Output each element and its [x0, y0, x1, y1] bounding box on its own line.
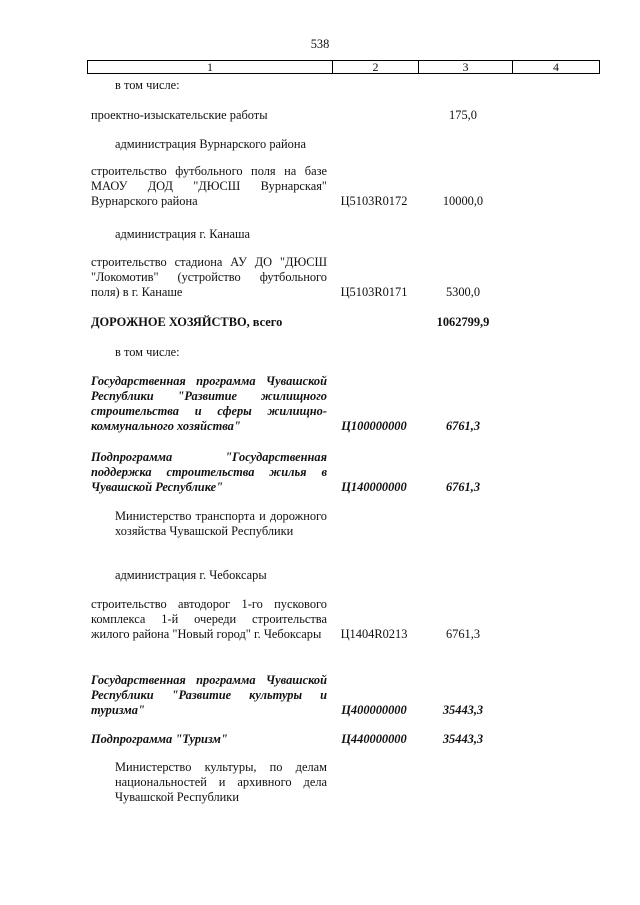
row-name: ДОРОЖНОЕ ХОЗЯЙСТВО, всего: [91, 315, 283, 329]
row-name: Подпрограмма "Государственная поддержка строительства жилья в Чувашской Республике": [91, 450, 327, 494]
row-name: Министерство культуры, по делам национальностей и архивного дела Чувашской Республики: [115, 760, 327, 804]
row-name: в том числе:: [115, 78, 180, 92]
row-name: Государственная программа Чувашской Республики "Развитие жилищного строительства и сферы жилищно-коммунального хозяйства": [91, 374, 327, 433]
row-amount: 10000,0: [442, 194, 484, 208]
column-header-3: 3: [419, 61, 513, 74]
table-row: [91, 255, 509, 300]
table-row: [91, 568, 509, 583]
column-header-2: 2: [333, 61, 419, 74]
table-row: [91, 597, 509, 642]
row-code: Ц400000000: [341, 703, 407, 717]
row-amount: 35443,3: [442, 732, 484, 746]
table-row: [91, 760, 509, 805]
row-code: Ц140000000: [341, 480, 407, 494]
row-name: строительство автодорог 1-го пускового комплекса 1-й очереди строительства жилого района "Новый город" г. Чебоксары: [91, 597, 327, 641]
row-amount: 6761,3: [445, 419, 481, 433]
row-name: администрация г. Канаша: [115, 227, 251, 241]
row-amount: 6761,3: [445, 627, 481, 641]
row-code: Ц1404R0213: [340, 627, 408, 641]
table-row: [91, 137, 509, 152]
row-name: строительство футбольного поля на базе МАОУ ДОД "ДЮСШ Вурнарская" Вурнарского района: [91, 164, 327, 208]
table-row: [91, 509, 509, 539]
row-name: в том числе:: [115, 345, 180, 359]
row-code: Ц5103R0172: [340, 194, 408, 208]
table-row: [91, 673, 509, 718]
table-row: [91, 345, 509, 360]
row-amount: 6761,3: [445, 480, 481, 494]
row-amount: 35443,3: [442, 703, 484, 717]
table-row: [91, 315, 509, 330]
table-row: [91, 450, 509, 495]
row-code: Ц440000000: [341, 732, 407, 746]
row-amount: 5300,0: [445, 285, 481, 299]
page-number: 538: [310, 37, 330, 51]
table-row: [91, 732, 509, 747]
row-name: Государственная программа Чувашской Республики "Развитие культуры и туризма": [91, 673, 327, 717]
table-row: [91, 164, 509, 209]
row-code: Ц100000000: [341, 419, 407, 433]
row-amount: 1062799,9: [436, 315, 490, 329]
row-name: строительство стадиона АУ ДО "ДЮСШ "Локомотив" (устройство футбольного поля) в г. Канаше: [91, 255, 327, 299]
row-name: администрация г. Чебоксары: [115, 568, 267, 582]
table-row: [91, 108, 509, 123]
row-amount: 175,0: [449, 108, 477, 122]
table-row: [91, 374, 509, 434]
column-header-row: [88, 61, 600, 74]
row-name: Подпрограмма "Туризм": [91, 732, 228, 746]
row-name: проектно-изыскательские работы: [91, 108, 268, 122]
table-row: [91, 78, 509, 93]
row-code: Ц5103R0171: [340, 285, 408, 299]
column-header-4: 4: [513, 61, 600, 74]
column-header-table: [87, 60, 600, 74]
table-row: [91, 227, 509, 242]
row-name: администрация Вурнарского района: [115, 137, 306, 151]
column-header-1: 1: [88, 61, 333, 74]
row-name: Министерство транспорта и дорожного хозяйства Чувашской Республики: [115, 509, 327, 538]
